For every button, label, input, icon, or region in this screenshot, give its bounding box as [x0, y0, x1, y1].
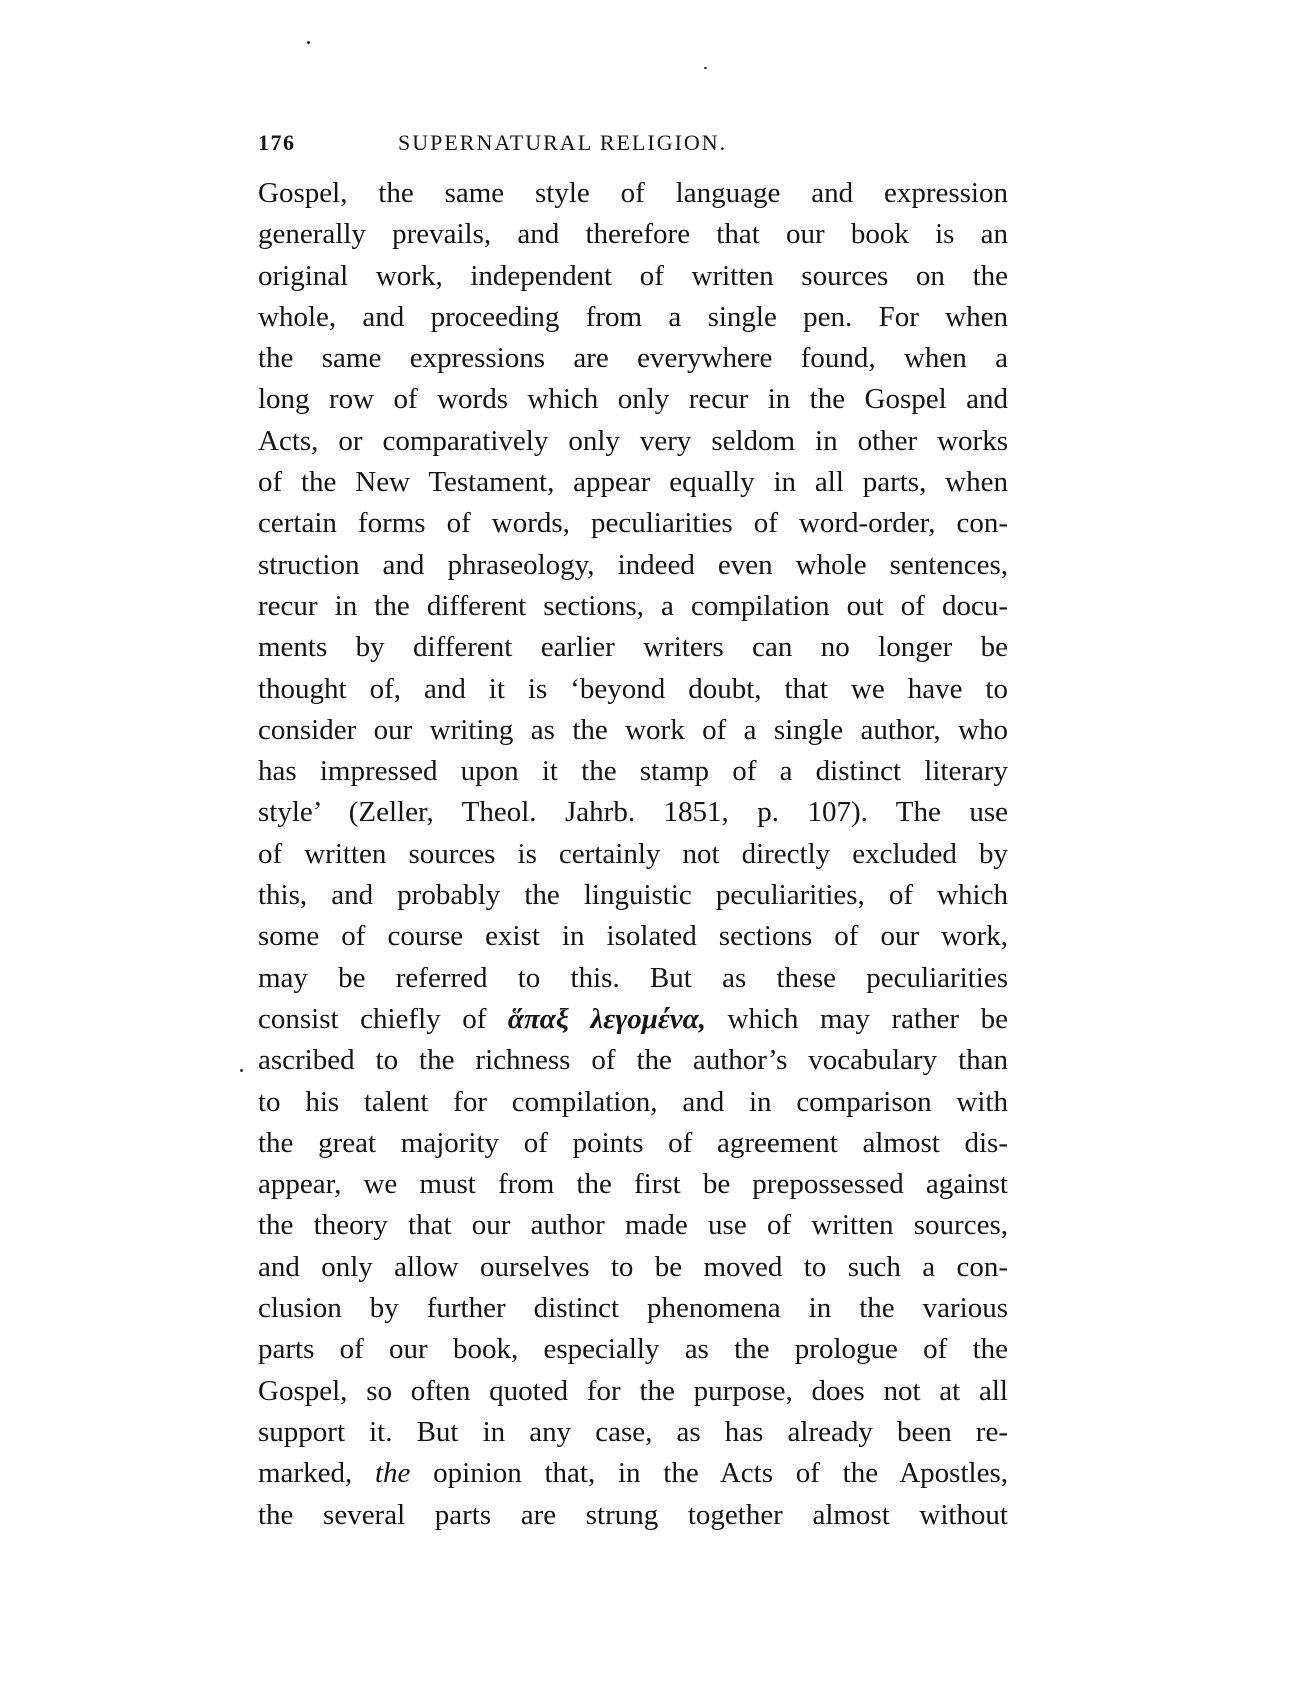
page-number: 176 — [258, 130, 296, 155]
text-line: of the New Testament, appear equally in all parts, when — [258, 466, 1008, 499]
text-line-italic — [258, 1453, 1008, 1494]
text-line: Acts, or comparatively only very seldom in other works — [258, 424, 1008, 457]
text-line: recur in the different sections, a compilation out of docu- — [258, 589, 1008, 622]
text-line: struction and phraseology, indeed even whole sentences, — [258, 548, 1008, 581]
scan-speck — [240, 1069, 243, 1072]
text-line: thought of, and it is ‘beyond doubt, that we have to — [258, 672, 1008, 705]
text-line: of written sources is certainly not directly excluded by — [258, 837, 1008, 870]
running-title: SUPERNATURAL RELIGION. — [398, 130, 728, 155]
text-line: has impressed upon it the stamp of a distinct literary — [258, 755, 1008, 788]
text-line: certain forms of words, peculiarities of word-order, con- — [258, 507, 1008, 540]
text-line: Gospel, the same style of language and expression — [258, 177, 1008, 209]
scan-speck — [704, 67, 707, 69]
text-line: generally prevails, and therefore that our book is an — [258, 218, 1008, 251]
text-line: support it. But in any case, as has already been re- — [258, 1415, 1008, 1448]
text-line: parts of our book, especially as the prologue of the — [258, 1333, 1008, 1366]
text-line: and only allow ourselves to be moved to such a con- — [258, 1250, 1008, 1283]
greek-phrase: ἅπαξ λεγομένα, — [507, 1002, 706, 1035]
line-text: which may rather be — [705, 1002, 1008, 1035]
text-line-greek — [258, 999, 1008, 1040]
text-line: the same expressions are everywhere found, when a — [258, 342, 1008, 375]
text-line: to his talent for compilation, and in comparison with — [258, 1085, 1008, 1118]
text-line: long row of words which only recur in the Gospel and — [258, 383, 1008, 416]
italic-word: the — [374, 1457, 411, 1490]
text-line: the great majority of points of agreement almost dis- — [258, 1126, 1008, 1159]
text-line: clusion by further distinct phenomena in the various — [258, 1292, 1008, 1325]
text-line: original work, independent of written sources on the — [258, 259, 1008, 292]
text-line: some of course exist in isolated sections of our work, — [258, 920, 1008, 953]
text-line: Gospel, so often quoted for the purpose, does not at all — [258, 1374, 1008, 1407]
text-line: consider our writing as the work of a single author, who — [258, 713, 1008, 746]
line-text: consist chiefly of — [258, 1002, 508, 1035]
body-text — [258, 173, 1008, 1536]
running-header — [258, 130, 1008, 166]
text-line: ascribed to the richness of the author’s vocabulary than — [258, 1044, 1008, 1077]
text-line: style’ (Zeller, Theol. Jahrb. 1851, p. 107). The use — [258, 796, 1008, 829]
line-text: opinion that, in the Acts of the Apostles, — [410, 1457, 1008, 1490]
text-line: ments by different earlier writers can no longer be — [258, 631, 1008, 664]
scan-speck — [307, 41, 310, 44]
text-line: the several parts are strung together almost without — [258, 1498, 1008, 1531]
text-line: whole, and proceeding from a single pen. For when — [258, 300, 1008, 333]
line-text: marked, — [258, 1457, 375, 1490]
text-line: appear, we must from the first be prepossessed against — [258, 1168, 1008, 1201]
text-line: the theory that our author made use of written sources, — [258, 1209, 1008, 1242]
text-line: this, and probably the linguistic peculiarities, of which — [258, 879, 1008, 912]
text-line: may be referred to this. But as these peculiarities — [258, 961, 1008, 994]
